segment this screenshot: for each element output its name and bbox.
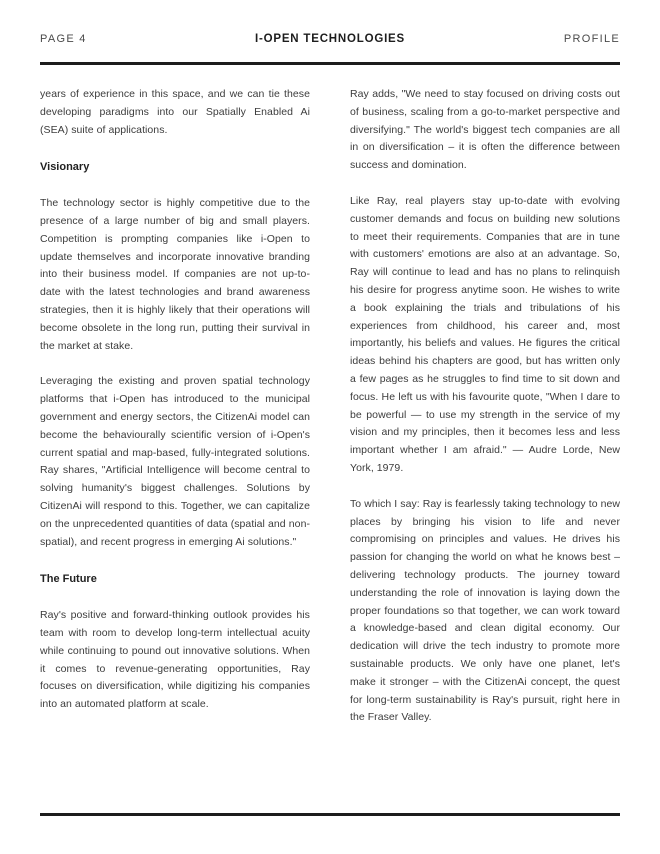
heading-visionary: Visionary	[40, 161, 90, 174]
article-body	[40, 86, 620, 745]
top-divider	[40, 62, 620, 65]
paragraph-future-outlook: Ray's positive and forward-thinking outlook provides his team with room to develop long-term intellectual acuity while continuing to pound out innovative solutions. When it comes to revenue-generating opportunities, Ray focuses on diversification, while digitizing his companies into an automated platform at scale.	[40, 609, 310, 711]
page-number: PAGE 4	[40, 33, 87, 45]
bottom-divider	[40, 813, 620, 816]
document-title: I-OPEN TECHNOLOGIES	[254, 33, 406, 45]
paragraph-like-ray: Like Ray, real players stay up-to-date with evolving customer demands and focus on building new solutions to meet their requirements. Companies that are in tune with customers' emotions are also at an advantage. So, Ray will continue to lead and has no plans to relinquish his desire for progress anytime soon. He wishes to write a book explaining the trials and tribulations of his experiences from childhood, his career and, most importantly, his beliefs and values. He figures the critical ideas behind his chapters are good, but has written only a few pages as he struggles to find time to sit down and focus. He left us with his favourite quote, "When I dare to be powerful — to use my strength in the service of my vision and my principles, then it becomes less and less important whether I am afraid." — Audre Lorde, New York, 1979.	[350, 194, 620, 474]
left-column	[40, 86, 310, 745]
paragraph-closing: To which I say: Ray is fearlessly taking technology to new places by bringing his vision to life and never compromising on principles and values. He drives his passion for changing the world on what he knows best – delivering technology products. The journey toward understanding the role of innovation is laying down the proper foundations so that together, we can work toward a knowledge-based and clean digital economy. Our dedication will drive the tech industry to promote more sustainable products. We only have one planet, let's make it stronger – with the CitizenAi concept, the quest for long-term sustainability is Ray's pursuit, right here in the Fraser Valley.	[350, 497, 620, 724]
paragraph-driving-costs: Ray adds, "We need to stay focused on driving costs out of business, scaling from a go-to-market perspective and diversifying." The world's biggest tech companies are all in on diversification – it is often the difference between success and domination.	[350, 88, 620, 172]
page-header	[40, 33, 620, 45]
heading-the-future: The Future	[40, 573, 97, 586]
paragraph-intro-continuation: years of experience in this space, and we can tie these developing paradigms into our Spatially Enabled Ai (SEA) suite of applications.	[40, 88, 310, 136]
paragraph-competition: The technology sector is highly competitive due to the presence of a large number of big and small players. Competition is prompting companies like i-Open to update themselves and incorporate innovative branding into their business model. If companies are not up-to-date with the latest technologies and brand awareness strategies, then it is highly likely that their operations will become obsolete in the long run, putting their survival in the market at stake.	[40, 197, 310, 352]
right-column	[350, 86, 620, 745]
section-label: PROFILE	[563, 33, 620, 45]
paragraph-leveraging: Leveraging the existing and proven spatial technology platforms that i-Open has introduced to the municipal government and energy sectors, the CitizenAi model can become the behaviourally scientific version of i-Open's current spatial and map-based, fully-integrated solutions. Ray shares, "Artificial Intelligence will become central to solving humanity's biggest challenges. Solutions by CitizenAi will respond to this. Together, we can capitalize on the unprecedented quantities of data (spatial and non-spatial), and recent progress in emerging Ai solutions."	[40, 375, 310, 548]
